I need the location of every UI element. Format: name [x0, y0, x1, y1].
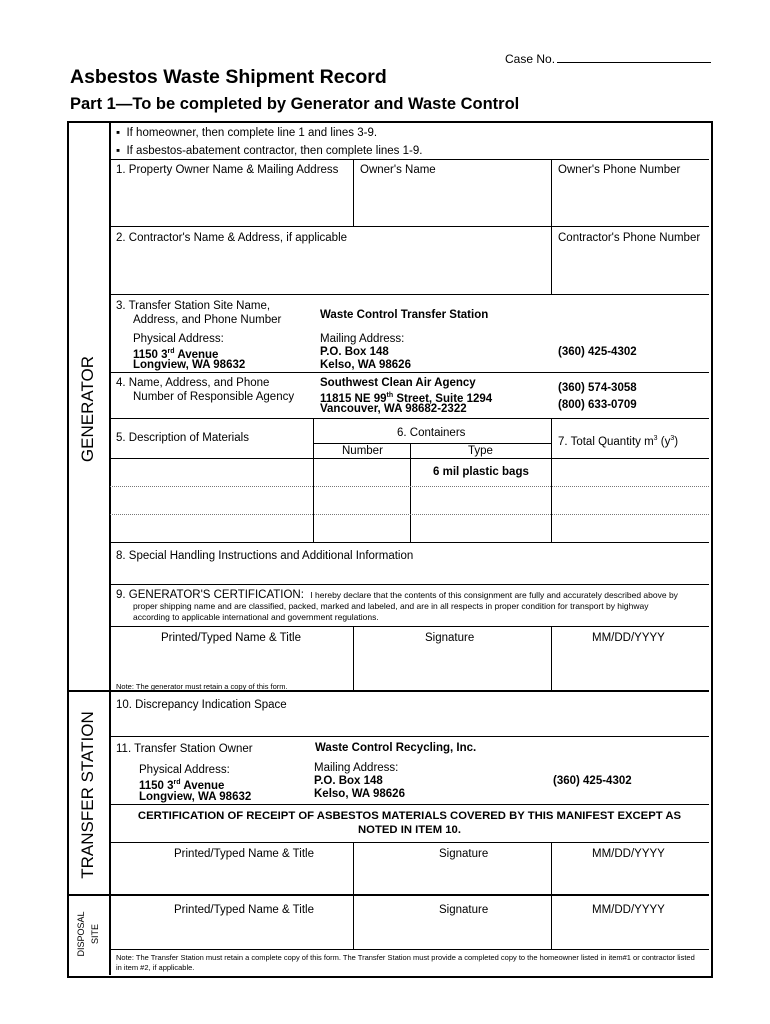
row11-physical-label: Physical Address:	[139, 764, 230, 776]
row8-label: 8. Special Handling Instructions and Additional Information	[116, 550, 414, 562]
divider	[410, 443, 411, 458]
row1-owner-phone-label: Owner's Phone Number	[558, 164, 681, 176]
divider	[353, 842, 354, 894]
divider	[313, 418, 314, 458]
row11-phone: (360) 425-4302	[553, 775, 632, 787]
disposal-side-label-2: SITE	[90, 924, 100, 945]
certification-text-1: I hereby declare that the contents of this consignment are fully and accurately described above by	[310, 590, 678, 600]
row2-label: 2. Contractor's Name & Address, if applicable	[116, 232, 348, 244]
contractor-phone-field[interactable]	[554, 246, 706, 292]
disposal-name-title-field[interactable]	[112, 918, 350, 947]
transfer-station-side-label: TRANSFER STATION	[78, 711, 97, 879]
materials-description-field[interactable]	[112, 460, 311, 540]
divider	[353, 626, 354, 690]
owner-name-field[interactable]	[356, 178, 548, 224]
divider	[110, 542, 709, 543]
property-owner-address-field[interactable]	[112, 178, 350, 224]
instruction-bullet-1	[116, 126, 377, 140]
divider	[110, 372, 709, 373]
transfer-date-field[interactable]	[554, 862, 706, 892]
divider	[110, 736, 709, 737]
row3-label-1: 3. Transfer Station Site Name,	[116, 300, 271, 312]
divider	[110, 226, 709, 227]
row3-physical-city: Longview, WA 98632	[133, 359, 246, 371]
transfer-station-site-name: Waste Control Transfer Station	[320, 309, 489, 321]
containers-number-field[interactable]	[315, 460, 408, 540]
divider	[110, 626, 709, 627]
disposal-date-label: MM/DD/YYYY	[592, 904, 665, 916]
side-divider	[109, 122, 111, 975]
row4-label-1: 4. Name, Address, and Phone	[116, 377, 270, 389]
divider	[110, 804, 709, 805]
row3-physical-label: Physical Address:	[133, 333, 224, 345]
owner-phone-field[interactable]	[554, 178, 706, 224]
disposal-note-2: in item #2, if applicable.	[116, 963, 195, 972]
generator-name-title-label: Printed/Typed Name & Title	[161, 632, 301, 644]
street-suffix: rd	[173, 779, 181, 786]
generator-date-field[interactable]	[554, 646, 706, 688]
divider	[353, 159, 354, 226]
transfer-date-label: MM/DD/YYYY	[592, 848, 665, 860]
certification-text-2: proper shipping name and are classified, packed, marked and labeled, and are in all respects in proper condition for transport by highway	[133, 601, 649, 611]
unit-sup: 3	[670, 435, 675, 442]
street-end: Street, Suite 1294	[393, 392, 493, 405]
disposal-note-1: Note: The Transfer Station must retain a complete copy of this form. The Transfer Station must provide a completed copy to the homeowner listed in item#1 or contractor listed	[116, 953, 695, 962]
divider	[110, 294, 709, 295]
transfer-signature-label: Signature	[439, 848, 489, 860]
bullet-icon: ▪	[116, 145, 127, 157]
row7-quantity-label	[558, 432, 678, 449]
transfer-station-owner-name: Waste Control Recycling, Inc.	[315, 742, 477, 754]
containers-type-field[interactable]	[412, 460, 549, 540]
generator-signature-label: Signature	[425, 632, 475, 644]
divider	[110, 418, 709, 419]
row11-mailing-city: Kelso, WA 98626	[314, 788, 405, 800]
divider	[551, 418, 552, 458]
divider	[110, 159, 709, 160]
row2-phone-label: Contractor's Phone Number	[558, 232, 701, 244]
instruction-text-2: If asbestos-abatement contractor, then complete lines 1-9.	[126, 145, 423, 157]
case-no-field[interactable]	[557, 62, 711, 63]
row6-containers-label: 6. Containers	[397, 427, 466, 439]
transfer-signature-field[interactable]	[356, 862, 548, 892]
street-suffix: th	[386, 392, 394, 399]
transfer-name-title-field[interactable]	[112, 862, 350, 892]
certification-text-3: according to applicable international and government regulations.	[133, 612, 379, 622]
generator-note: Note: The generator must retain a copy of this form.	[116, 682, 288, 691]
divider	[353, 895, 354, 949]
divider	[410, 458, 411, 542]
row6-number-label: Number	[342, 445, 383, 457]
case-no-label: Case No.	[505, 52, 556, 66]
quantity-text: 7. Total Quantity m	[558, 435, 654, 448]
agency-city: Vancouver, WA 98682-2322	[320, 403, 467, 415]
street-number: 1150 3	[133, 348, 168, 361]
certification-heading: 9. GENERATOR'S CERTIFICATION:	[116, 589, 304, 601]
discrepancy-field[interactable]	[112, 714, 706, 734]
disposal-date-field[interactable]	[554, 918, 706, 947]
instruction-text-1: If homeowner, then complete line 1 and lines 3-9.	[126, 127, 378, 139]
agency-phone-1: (360) 574-3058	[558, 382, 637, 394]
street-number: 11815 NE 99	[320, 392, 387, 405]
form-subtitle: Part 1—To be completed by Generator and Waste Control	[70, 95, 520, 113]
agency-phone-2: (800) 633-0709	[558, 399, 637, 411]
row4-label-2: Number of Responsible Agency	[133, 391, 295, 403]
street-end: Avenue	[180, 779, 225, 792]
unit-paren: (y	[657, 435, 671, 448]
divider	[551, 626, 552, 690]
transfer-name-title-label: Printed/Typed Name & Title	[174, 848, 314, 860]
generator-date-label: MM/DD/YYYY	[592, 632, 665, 644]
agency-name: Southwest Clean Air Agency	[320, 377, 476, 389]
receipt-certification-line-2: NOTED IN ITEM 10.	[358, 824, 461, 836]
divider	[110, 584, 709, 585]
disposal-side-label-1: DISPOSAL	[76, 911, 86, 957]
unit-close: )	[674, 435, 679, 448]
form-title: Asbestos Waste Shipment Record	[70, 66, 387, 88]
divider	[110, 949, 709, 950]
row11-mailing-street: P.O. Box 148	[314, 775, 383, 787]
generator-section-divider	[68, 690, 110, 692]
disposal-signature-label: Signature	[439, 904, 489, 916]
row10-label: 10. Discrepancy Indication Space	[116, 699, 287, 711]
row11-physical-city: Longview, WA 98632	[139, 791, 252, 803]
divider	[313, 443, 551, 444]
generator-signature-field[interactable]	[356, 646, 548, 688]
divider	[313, 458, 314, 542]
divider	[551, 842, 552, 894]
receipt-certification-line-1: CERTIFICATION OF RECEIPT OF ASBESTOS MATERIALS COVERED BY THIS MANIFEST EXCEPT AS	[137, 810, 682, 822]
row3-mailing-label: Mailing Address:	[320, 333, 405, 345]
contractor-address-field[interactable]	[112, 246, 548, 292]
row1-label: 1. Property Owner Name & Mailing Address	[116, 164, 339, 176]
special-handling-field[interactable]	[112, 564, 706, 582]
divider	[110, 690, 709, 692]
street-end: Avenue	[174, 348, 219, 361]
divider	[110, 894, 709, 896]
row3-phone: (360) 425-4302	[558, 346, 637, 358]
row9-label	[116, 588, 678, 602]
row3-label-2: Address, and Phone Number	[133, 314, 282, 326]
transfer-section-divider	[68, 894, 110, 896]
row5-label: 5. Description of Materials	[116, 432, 249, 444]
row3-mailing-street: P.O. Box 148	[320, 346, 389, 358]
disposal-name-title-label: Printed/Typed Name & Title	[174, 904, 314, 916]
unit-sup: 3	[653, 435, 658, 442]
disposal-signature-field[interactable]	[356, 918, 548, 947]
row6-type-label: Type	[468, 445, 493, 457]
row1-owner-name-label: Owner's Name	[360, 164, 436, 176]
generator-side-label: GENERATOR	[78, 355, 97, 463]
row11-label: 11. Transfer Station Owner	[116, 743, 253, 755]
street-suffix: rd	[167, 348, 175, 355]
divider	[551, 895, 552, 949]
street-number: 1150 3	[139, 779, 174, 792]
generator-name-title-field[interactable]	[112, 646, 350, 678]
container-type-value: 6 mil plastic bags	[433, 466, 529, 478]
total-quantity-field[interactable]	[554, 460, 706, 540]
instruction-bullet-2	[116, 144, 422, 158]
bullet-icon: ▪	[116, 127, 127, 139]
row3-mailing-city: Kelso, WA 98626	[320, 359, 411, 371]
divider	[551, 458, 552, 542]
divider	[110, 842, 709, 843]
row11-mailing-label: Mailing Address:	[314, 762, 399, 774]
